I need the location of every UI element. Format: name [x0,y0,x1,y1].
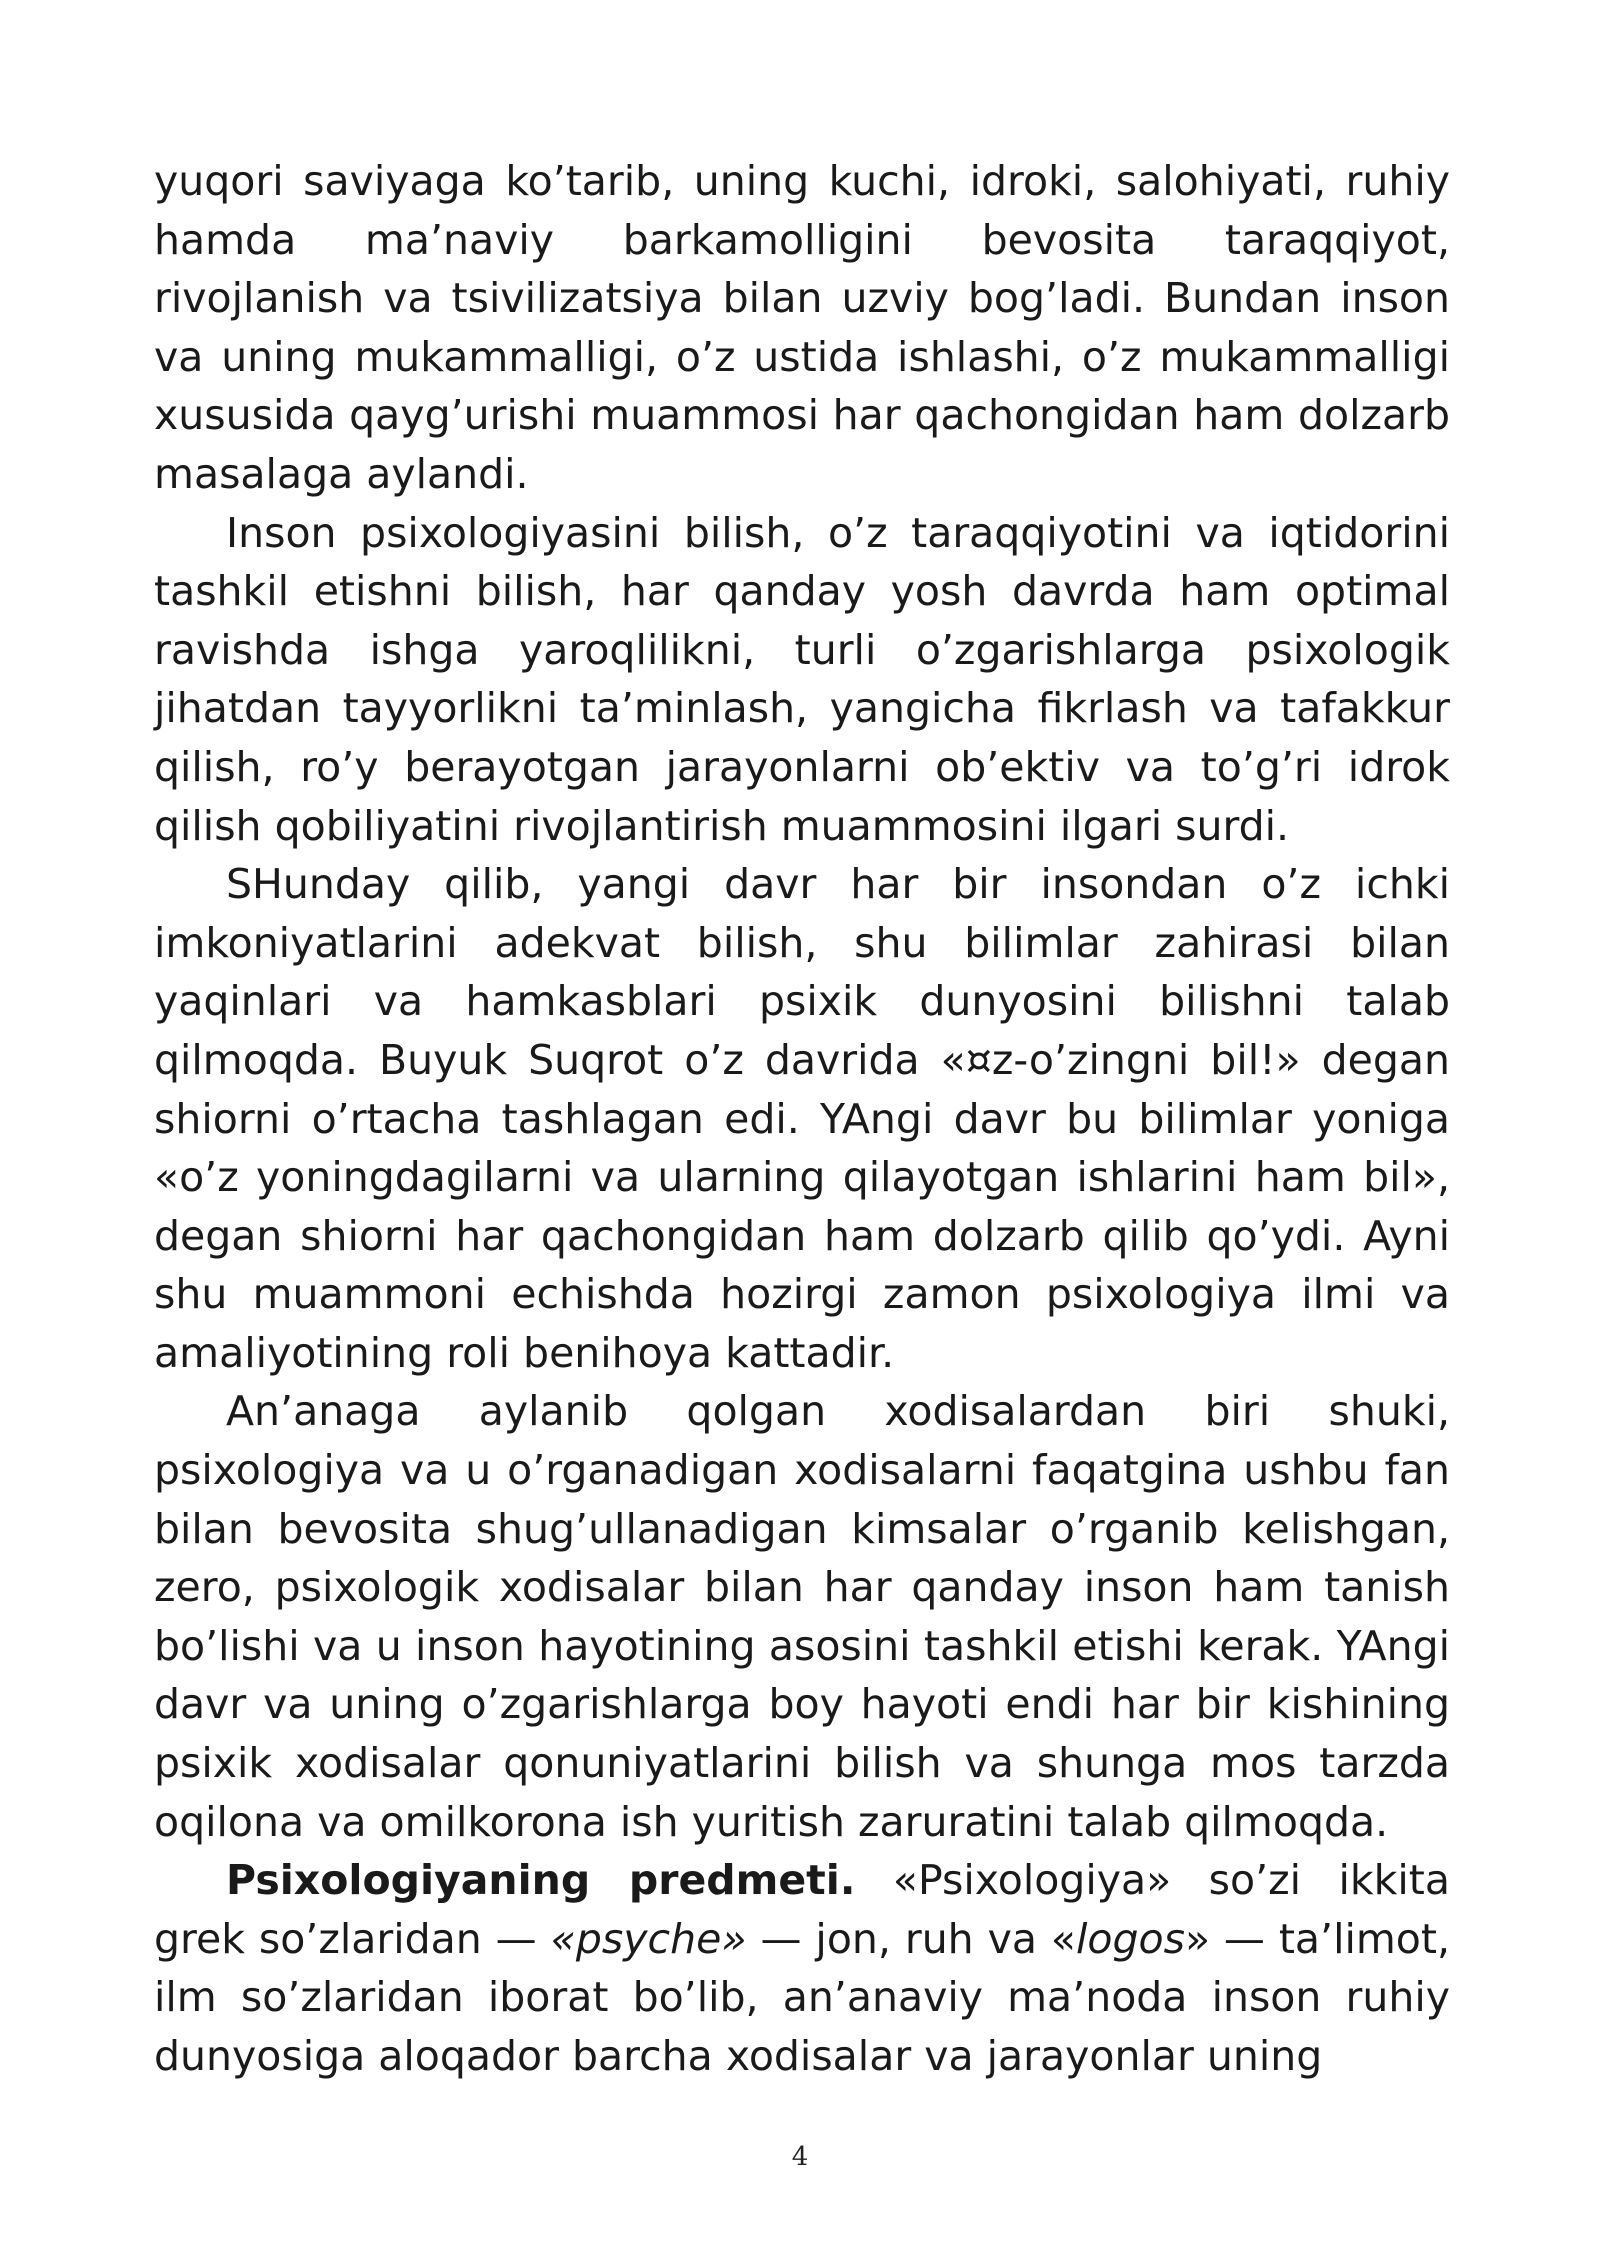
section-heading: Psixologiyaning predmeti. [226,1856,856,1905]
term-logos: logos [1075,1914,1185,1963]
paragraph-2: Inson psixologiyasini bilish, o’z taraqqiyotini va iqtidorini tashkil etishni bilish, har qanday yosh davrda ham optimal ravishda ishga yaroqlilikni, turli o’zgarishlarga psixologik jihatdan tayyorlikni ta’minlash, yangicha fikrlash va tafakkur qilish, ro’y berayotgan jarayonlarni ob’ektiv va to’g’ri idrok qilish qobiliyatini rivojlantirish muammosini ilgari surdi. [154,508,1450,850]
paragraph-1: yuqori saviyaga ko’tarib, uning kuchi, idroki, salohiyati, ruhiy hamda ma’naviy barkamolligini bevosita taraqqiyot, rivojlanish va tsivilizatsiya bilan uzviy bog’ladi. Bundan inson va uning mukammalligi, o’z ustida ishlashi, o’z mukammalligi xususida qayg’urishi muammosi har qachongidan ham dolzarb masalaga aylandi. [154,157,1450,498]
paragraph-3: SHunday qilib, yangi davr har bir insondan o’z ichki imkoniyatlarini adekvat bilish, shu bilimlar zahirasi bilan yaqinlari va hamkasblari psixik dunyosini bilishni talab qilmoqda. Buyuk Suqrot o’z davrida «¤z-o’zingni bil!» degan shiorni o’rtacha tashlagan edi. YAngi davr bu bilimlar yoniga «o’z yoningdagilarni va ularning qilayotgan ishlarini ham bil», degan shiorni har qachongidan ham dolzarb qilib qo’ydi. Ayni shu muammoni echishda hozirgi zamon psixologiya ilmi va amaliyotining roli benihoya kattadir. [154,860,1450,1377]
paragraph-5-text-part-3: » — ta’limot, ilm so’zlaridan iborat bo’lib, an’anaviy ma’noda inson ruhiy dunyosiga aloqador barcha xodisalar va jarayonlar uning [154,1914,1450,2080]
page-body [154,152,1450,2086]
paragraph-5 [154,1851,1450,2085]
paragraph-4: An’anaga aylanib qolgan xodisalardan biri shuki, psixologiya va u o’rganadigan xodisalarni faqatgina ushbu fan bilan bevosita shug’ullanadigan kimsalar o’rganib kelishgan, zero, psixologik xodisalar bilan har qanday inson ham tanish bo’lishi va u inson hayotining asosini tashkil etishi kerak. YAngi davr va uning o’zgarishlarga boy hayoti endi har bir kishining psixik xodisalar qonuniyatlarini bilish va shunga mos tarzda oqilona va omilkorona ish yuritish zaruratini talab qilmoqda. [154,1387,1450,1846]
paragraph-5-text-part-1: «Psixologiya» so’zi ikkita grek so’zlaridan — [154,1856,1451,1963]
term-psyche: «psyche» [550,1914,747,1963]
page-number: 4 [791,2142,809,2172]
paragraph-5-text-part-2: — jon, ruh va « [746,1914,1076,1963]
